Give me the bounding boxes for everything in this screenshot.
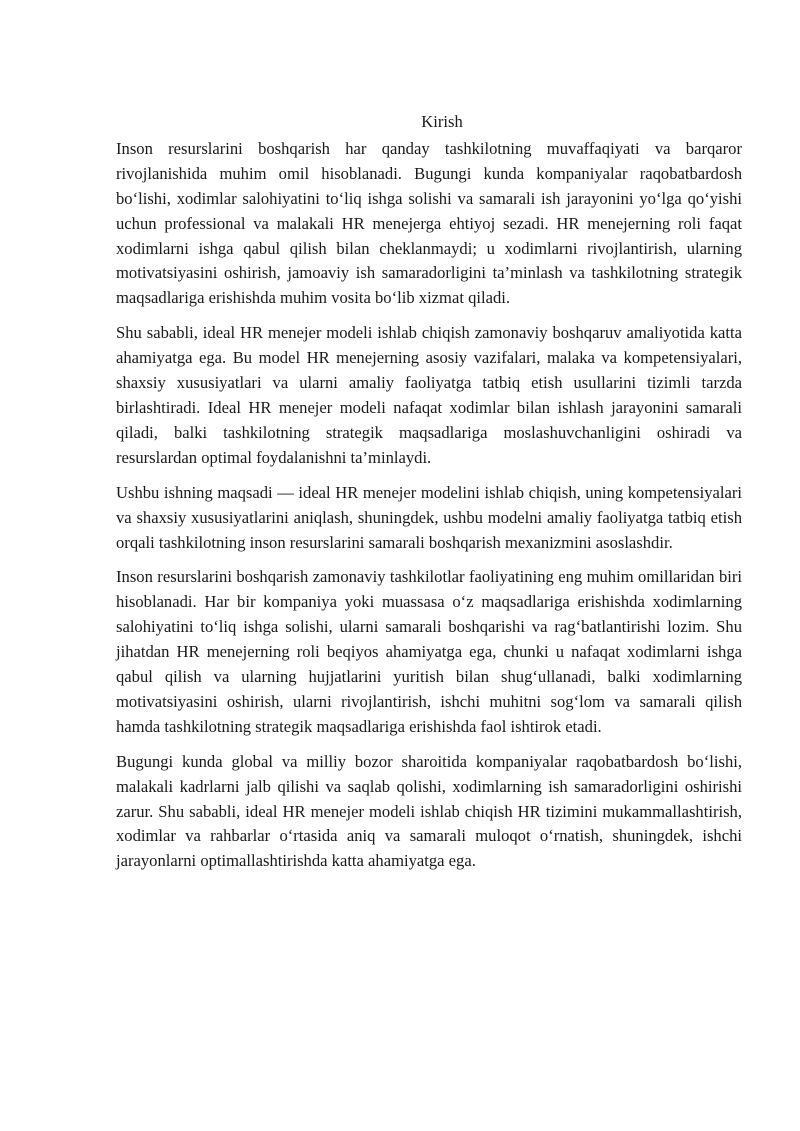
paragraph-3: Ushbu ishning maqsadi — ideal HR menejer modelini ishlab chiqish, uning kompetensiyalari va shaxsiy xususiyatlarini aniqlash, shuningdek, ushbu modelni amaliy faoliyatga tatbiq etish orqali tashkilotning inson resurslarini samarali boshqarish mexanizmini asoslashdir.: [116, 482, 742, 552]
paragraph-2: Shu sababli, ideal HR menejer modeli ishlab chiqish zamonaviy boshqaruv amaliyotida katta ahamiyatga ega. Bu model HR menejerning asosiy vazifalari, malaka va kompetensiyalari, shaxsiy xususiyatlari va ularni amaliy faoliyatga tatbiq etish usullarini tizimli tarzda birlashtiradi. Ideal HR menejer modeli nafaqat xodimlar bilan ishlash jarayonini samarali qiladi, balki tashkilotning strategik maqsadlariga moslashuvchanligini oshiradi va resurslardan optimal foydalanishni ta’minlaydi.: [116, 323, 742, 467]
paragraph-4: Inson resurslarini boshqarish zamonaviy tashkilotlar faoliyatining eng muhim omillaridan biri hisoblanadi. Har bir kompaniya yoki muassasa o‘z maqsadlariga erishishda xodimlarning salohiyatini to‘liq ishga solishi, ularni samarali boshqarishi va rag‘batlantirishi lozim. Shu jihatdan HR menejerning roli beqiyos ahamiyatga ega, chunki u nafaqat xodimlarni ishga qabul qilish va ularning hujjatlarini yuritish bilan shug‘ullanadi, balki xodimlarning motivatsiyasini oshirish, ularni rivojlantirish, ishchi muhitni sog‘lom va samarali qilish hamda tashkilotning strategik maqsadlariga erishishda faol ishtirok etadi.: [116, 567, 742, 736]
section-title: Kirish: [421, 112, 463, 131]
paragraph-5: Bugungi kunda global va milliy bozor sharoitida kompaniyalar raqobatbardosh bo‘lishi, malakali kadrlarni jalb qilishi va saqlab qolishi, xodimlarning ish samaradorligini oshirishi zarur. Shu sababli, ideal HR menejer modeli ishlab chiqish HR tizimini mukammallashtirish, xodimlar va rahbarlar o‘rtasida aniq va samarali muloqot o‘rnatish, shuningdek, ishchi jarayonlarni optimallashtirishda katta ahamiyatga ega.: [116, 751, 742, 871]
paragraph-1: Inson resurslarini boshqarish har qanday tashkilotning muvaffaqiyati va barqaror rivojlanishida muhim omil hisoblanadi. Bugungi kunda kompaniyalar raqobatbardosh bo‘lishi, xodimlar salohiyatini to‘liq ishga solishi va samarali ish jarayonini yo‘lga qo‘yishi uchun professional va malakali HR menejerga ehtiyoj sezadi. HR menejerning roli faqat xodimlarni ishga qabul qilish bilan cheklanmaydi; u xodimlarni rivojlantirish, ularning motivatsiyasini oshirish, jamoaviy ish samaradorligini ta’minlash va tashkilotning strategik maqsadlariga erishishda muhim vosita bo‘lib xizmat qiladi.: [116, 138, 742, 308]
document-body: [116, 110, 742, 884]
